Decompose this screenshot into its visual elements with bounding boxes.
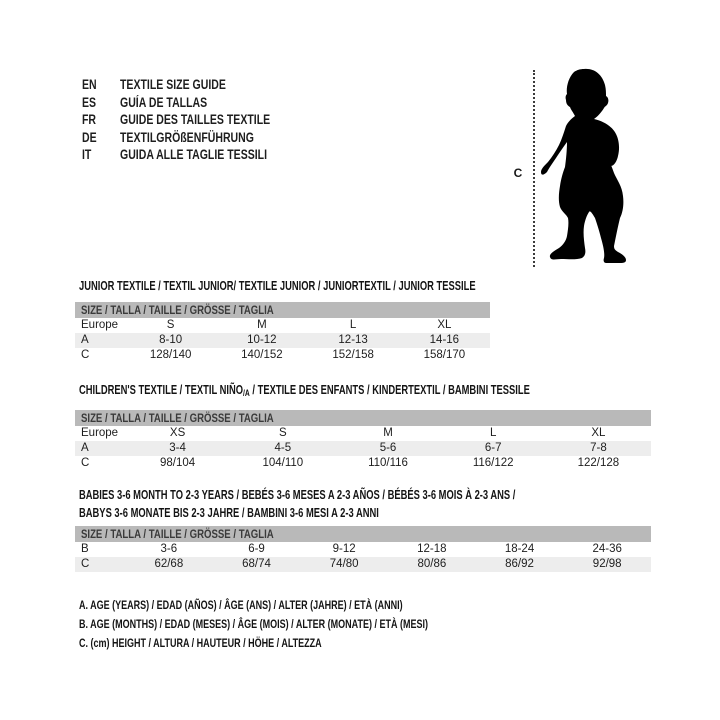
row-cell: 12-13 [338,334,368,346]
language-code: ES [82,94,97,110]
table-title: BABYS 3-6 MONATE BIS 2-3 JAHRE / BAMBINI 3-6 MESI A 2-3 ANNI [79,506,379,520]
row-cell: 12-18 [417,543,447,555]
table-title: JUNIOR TEXTILE / TEXTIL JUNIOR/ TEXTILE JUNIOR / JUNIORTEXTIL / JUNIOR TESSILE [79,279,476,293]
footnote-line: C. (cm) HEIGHT / ALTURA / HAUTEUR / HÖHE / ALTEZZA [79,636,322,650]
row-cell: 3-4 [169,442,186,454]
footnote-line: A. AGE (YEARS) / EDAD (AÑOS) / ÂGE (ANS) / ALTER (JAHRE) / ETÀ (ANNI) [79,598,403,612]
language-list [82,76,313,164]
row-label: Europe [81,319,119,331]
babies-textile-section [75,486,651,572]
row-cell: 14-16 [429,334,460,346]
table-row [75,456,651,471]
footnotes [79,596,544,653]
row-cell: 122/128 [577,457,620,469]
language-row [82,129,313,147]
row-cell: M [257,319,267,331]
row-cell: 116/122 [472,457,514,469]
row-cell: 98/104 [160,457,196,469]
row-cell: 62/68 [154,558,184,570]
row-cell: 6-7 [484,442,502,454]
language-code: DE [82,129,97,145]
row-cell: 158/170 [423,349,466,361]
row-cell: 24-36 [592,543,622,555]
language-code: EN [82,77,97,93]
table-row [75,426,651,441]
row-label: Europe [81,427,119,439]
row-cell: XL [437,319,452,331]
language-row [82,111,313,129]
table-row [75,441,651,456]
table-row [75,333,490,348]
row-cell: 68/74 [242,558,271,570]
table-row [75,557,651,572]
language-label: TEXTILGRÖßENFÜHRUNG [120,129,254,145]
size-header-bar: SIZE / TALLA / TAILLE / GRÖSSE / TAGLIA [75,410,651,426]
toddler-silhouette [540,60,650,275]
row-cell: 5-6 [379,442,397,454]
row-cell: XS [169,427,186,439]
row-cell: 128/140 [149,349,192,361]
row-cell: 152/158 [332,349,374,361]
children-textile-section [75,381,651,471]
row-cell: 10-12 [247,334,277,346]
row-cell: L [490,427,497,439]
row-label: C [81,457,90,469]
row-cell: 104/110 [262,457,304,469]
table-row [75,318,490,333]
row-cell: 74/80 [329,558,359,570]
table-title: BABIES 3-6 MONTH TO 2-3 YEARS / BEBÉS 3-6 MESES A 2-3 AÑOS / BÉBÉS 3-6 MOIS À 2-3 ANS / [79,488,516,502]
height-measure-label: C [513,166,523,180]
table-title: CHILDREN'S TEXTILE / TEXTIL $NIÑO_{/A}$ / TEXTILE DES ENFANTS / KINDERTEXTIL / BAMBINI TESSILE [79,383,530,398]
language-label: TEXTILE SIZE GUIDE [120,77,226,93]
row-cell: M [383,427,393,439]
row-cell: 18-24 [504,543,535,555]
row-cell: 8-10 [159,334,183,346]
row-label: B [81,543,89,555]
footnote-line: B. AGE (MONTHS) / EDAD (MESES) / ÂGE (MOIS) / ALTER (MONATE) / ETÀ (MESI) [79,617,428,631]
row-cell: XL [591,427,606,439]
language-label: GUÍA DE TALLAS [120,94,208,110]
row-cell: 7-8 [590,442,607,454]
row-cell: S [278,427,287,439]
row-cell: 140/152 [241,349,283,361]
row-label: C [81,558,90,570]
language-code: IT [82,147,92,163]
row-cell: 92/98 [592,558,622,570]
language-row [82,94,313,112]
row-cell: 3-6 [160,543,178,555]
language-row [82,146,313,164]
language-code: FR [82,112,97,128]
language-label: GUIDE DES TAILLES TEXTILE [120,112,271,128]
row-label: A [81,334,89,346]
table-row [75,542,651,557]
row-cell: 6-9 [248,543,265,555]
junior-textile-section [75,277,490,363]
row-label: A [81,442,89,454]
table-row [75,348,490,363]
language-label: GUIDA ALLE TAGLIE TESSILI [120,147,268,163]
row-label: C [81,349,90,361]
language-row [82,76,313,94]
row-cell: 110/116 [368,457,408,469]
row-cell: 80/86 [417,558,447,570]
row-cell: L [349,319,357,331]
row-cell: 4-5 [274,442,292,454]
row-cell: 9-12 [332,543,356,555]
size-header-bar: SIZE / TALLA / TAILLE / GRÖSSE / TAGLIA [75,526,651,542]
row-cell: 86/92 [505,558,534,570]
height-measure-line [533,70,535,267]
row-cell: S [166,319,175,331]
size-header-bar: SIZE / TALLA / TAILLE / GRÖSSE / TAGLIA [75,302,490,318]
